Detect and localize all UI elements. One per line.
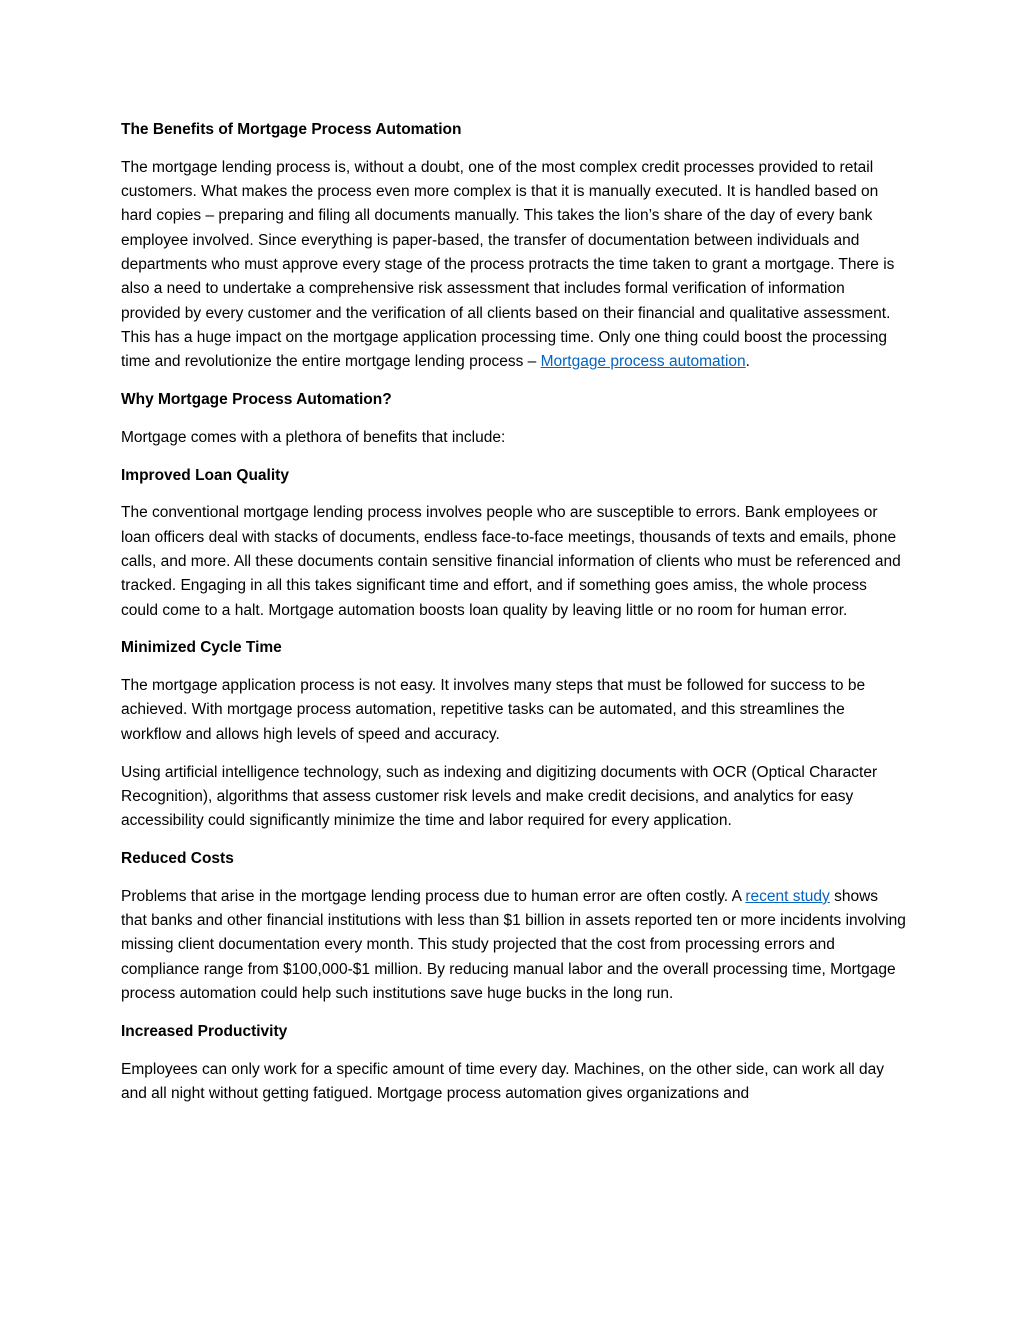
costs-text-before: Problems that arise in the mortgage lending process due to human error are often costly. A [121, 887, 746, 905]
productivity-heading: Increased Productivity [121, 1022, 288, 1040]
cycle-time-heading: Minimized Cycle Time [121, 639, 282, 657]
document-title: The Benefits of Mortgage Process Automation [121, 121, 462, 138]
costs-text-after: shows that banks and other financial institutions with less than $1 billion in assets reported ten or more incidents involving missing client documentation every month. This study projected that the cost from processing errors and compliance range from $100,000-$1 million. By reducing manual labor and the overall processing time, Mortgage process automation could help such institutions save huge bucks in the long run. [121, 887, 906, 1002]
mortgage-automation-link[interactable]: Mortgage process automation [540, 353, 746, 371]
cycle-time-paragraph-2: Using artificial intelligence technology, such as indexing and digitizing documents with OCR (Optical Character Recognition), algorithms that assess customer risk levels and make credit decisions, and analytics for easy accessibility could significantly minimize the time and labor required for every application. [121, 763, 878, 830]
costs-paragraph [121, 885, 907, 1006]
recent-study-link[interactable]: recent study [745, 887, 830, 905]
why-heading: Why Mortgage Process Automation? [121, 390, 392, 408]
loan-quality-paragraph: The conventional mortgage lending process involves people who are susceptible to errors. Bank employees or loan officers deal with stacks of documents, endless face-to-face meetings, thousands of texts and emails, phone calls, and more. All these documents contain sensitive financial information of clients who must be referenced and tracked. Engaging in all this takes significant time and effort, and if something goes amiss, the whole process could come to a halt. Mortgage automation boosts loan quality by leaving little or no room for human error. [121, 504, 901, 619]
cycle-time-paragraph-1: The mortgage application process is not easy. It involves many steps that must be followed for success to be achieved. With mortgage process automation, repetitive tasks can be automated, and this streamlines the workflow and allows high levels of speed and accuracy. [121, 677, 866, 743]
intro-end: . [745, 353, 750, 371]
intro-paragraph [121, 156, 907, 375]
intro-text: The mortgage lending process is, without a doubt, one of the most complex credit processes provided to retail customers. What makes the process even more complex is that it is manually executed. It is handled based on hard copies – preparing and filing all documents manually. This takes the lion’s share of the day of every bank employee involved. Since everything is paper-based, the transfer of documentation between individuals and departments who must approve every stage of the process protracts the time taken to grant a mortgage. There is also a need to undertake a comprehensive risk assessment that includes formal verification of information provided by every customer and the verification of all clients based on their financial and qualitative assessment. This has a huge impact on the mortgage application processing time. Only one thing could boost the processing time and revolutionize the entire mortgage lending process – [121, 158, 895, 371]
document-page [121, 118, 907, 1120]
why-paragraph: Mortgage comes with a plethora of benefits that include: [121, 428, 506, 446]
costs-heading: Reduced Costs [121, 849, 234, 867]
loan-quality-heading: Improved Loan Quality [121, 466, 289, 484]
productivity-paragraph: Employees can only work for a specific amount of time every day. Machines, on the other side, can work all day and all night without getting fatigued. Mortgage process automation gives organizations and [121, 1060, 885, 1102]
